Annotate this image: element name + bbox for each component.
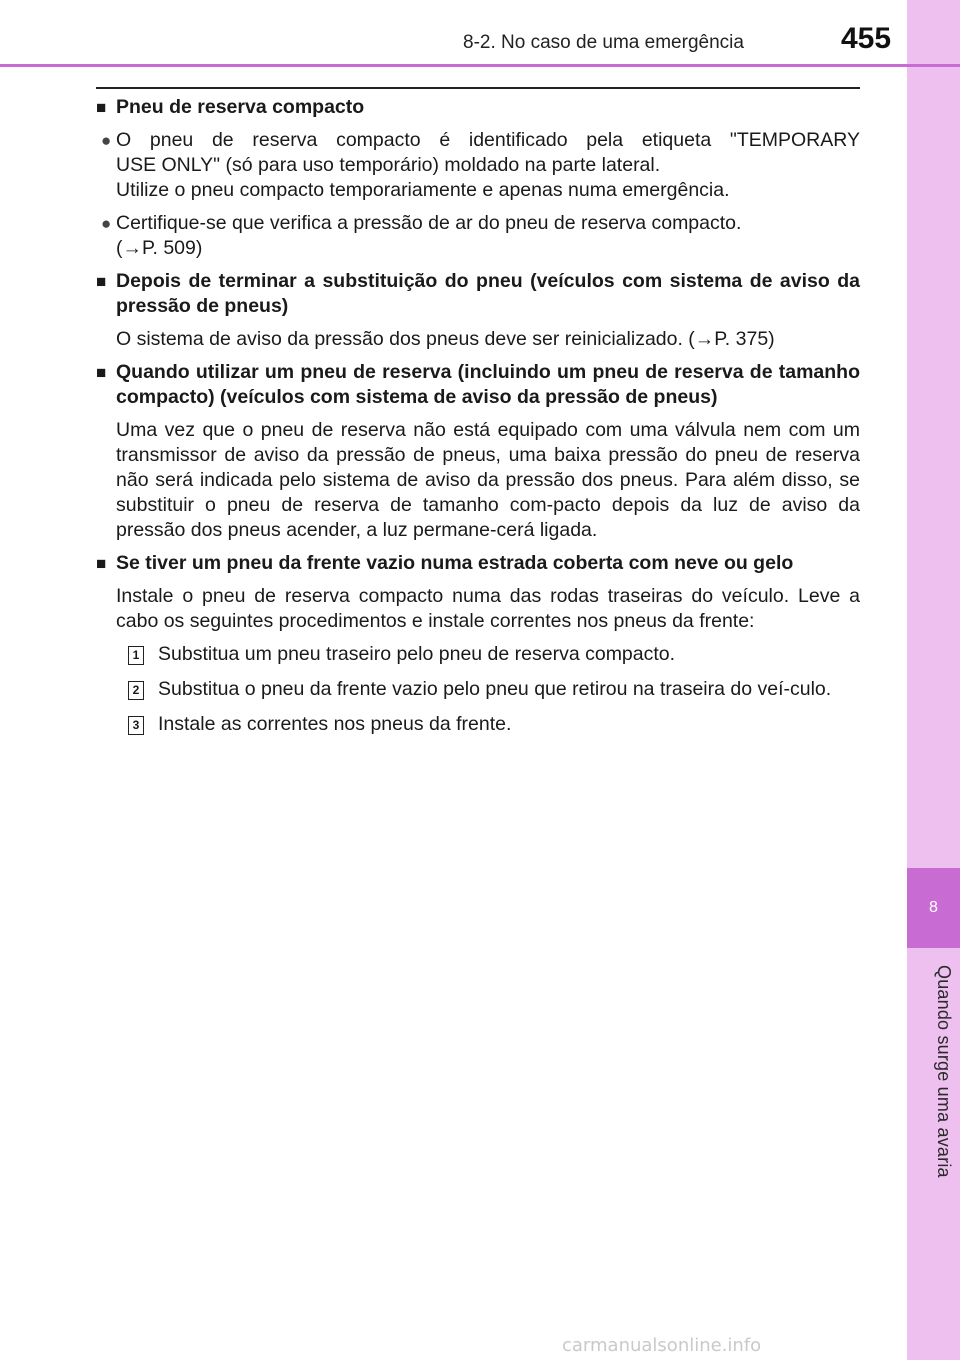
step-number: 1 xyxy=(128,646,144,665)
heading-text: Depois de terminar a substituição do pneu (veículos com sistema de aviso da pressão de pneus) xyxy=(116,270,860,317)
chapter-number-tab[interactable] xyxy=(907,868,960,948)
body-paragraph: Uma vez que o pneu de reserva não está equipado com uma válvula nem com um transmissor de aviso da pressão de pneus, uma baixa pressão do pneu de reserva não será indicada pelo sistema de aviso da pressão dos pneus. Para além disso, se substituir o pneu de reserva de tamanho com-pacto depois da luz de aviso da pressão dos pneus acender, a luz permane-cerá ligada. xyxy=(116,419,860,541)
heading-text: Quando utilizar um pneu de reserva (incluindo um pneu de reserva de tamanho compacto) (veículos com sistema de aviso da pressão de pneus) xyxy=(116,361,860,408)
step-text: Instale as correntes nos pneus da frente. xyxy=(158,713,512,735)
step-text: Substitua o pneu da frente vazio pelo pneu que retirou na traseira do veí-culo. xyxy=(158,678,832,700)
body-paragraph: O sistema de aviso da pressão dos pneus deve ser reinicializado. (→P. 375) xyxy=(116,328,775,350)
content-divider xyxy=(96,87,860,89)
heading-text: Pneu de reserva compacto xyxy=(116,96,365,118)
chapter-sidebar xyxy=(907,0,960,1360)
heading-text: Se tiver um pneu da frente vazio numa estrada coberta com neve ou gelo xyxy=(116,552,794,574)
step-text: Substitua um pneu traseiro pelo pneu de reserva compacto. xyxy=(158,643,676,665)
bullet-text: O pneu de reserva compacto é identificado pela etiqueta "TEMPORARY USE ONLY" (só para uso temporário) moldado na parte lateral. Utilize o pneu compacto temporariamente e apenas numa emergência. xyxy=(116,129,860,201)
procedure-step xyxy=(128,712,860,737)
section-heading xyxy=(96,269,860,319)
procedure-step xyxy=(128,642,860,667)
header-rule xyxy=(0,64,960,67)
section-heading xyxy=(96,360,860,410)
page-content xyxy=(96,95,860,747)
square-bullet-icon: ■ xyxy=(96,554,107,573)
step-number: 3 xyxy=(128,716,144,735)
square-bullet-icon: ■ xyxy=(96,98,107,117)
page-number: 455 xyxy=(841,22,892,55)
bullet-text: Certifique-se que verifica a pressão de ar do pneu de reserva compacto. (→P. 509) xyxy=(116,211,860,261)
body-paragraph: Instale o pneu de reserva compacto numa das rodas traseiras do veículo. Leve a cabo os seguintes procedimentos e instale correntes nos pneus da frente: xyxy=(116,585,860,632)
section-title: 8-2. No caso de uma emergência xyxy=(463,32,744,53)
square-bullet-icon: ■ xyxy=(96,272,107,291)
square-bullet-icon: ■ xyxy=(96,363,107,382)
chapter-title: Quando surge uma avaria xyxy=(934,965,954,1178)
step-number: 2 xyxy=(128,681,144,700)
section-heading xyxy=(96,551,860,576)
list-item xyxy=(101,211,860,261)
circle-bullet-icon: ● xyxy=(101,131,112,150)
list-item xyxy=(101,128,860,203)
procedure-step xyxy=(128,677,860,702)
watermark: carmanualsonline.info xyxy=(562,1335,762,1356)
page-reference-link[interactable]: (→P. 509) xyxy=(116,237,203,259)
circle-bullet-icon: ● xyxy=(101,214,112,233)
chapter-number: 8 xyxy=(929,899,938,916)
section-heading xyxy=(96,95,860,120)
